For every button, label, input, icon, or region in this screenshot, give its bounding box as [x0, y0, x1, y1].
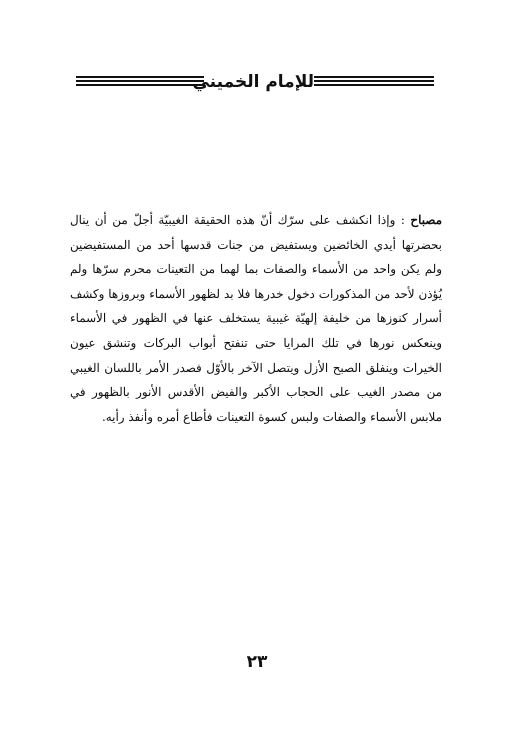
- header-title: للإمام الخميني: [192, 72, 314, 92]
- term-separator: :: [395, 213, 411, 227]
- header-rule-line: [76, 76, 204, 78]
- paragraph-term: مصباح: [410, 213, 442, 227]
- header-rule-left: [76, 76, 204, 86]
- running-header: [76, 70, 434, 96]
- page-number: ٢٣: [246, 652, 268, 672]
- header-rule-line: [314, 84, 434, 86]
- body-paragraph: [70, 208, 442, 429]
- paragraph-text: وإذا انكشف على سرّك أنّ هذه الحقيقة الغيبيّة أجلّ من أن ينال بحضرتها أيدي الخائضين ويستفيض من جنات قدسها أحد من المستفيضين ولم يكن واحد من الأسماء والصفات بما لهما من التعينات محرم سرّها ولم يُؤذن لأحد من المذكورات دخول خدرها فلا بد لظهور الأسماء وبروزها وكشف أسرار كنوزها من خليفة إلهيّة غيبية يستخلف عنها في الظهور في الأسماء وينعكس نورها في تلك المرايا حتى تنفتح أبواب البركات وتنشق عيون الخيرات وينفلق الصبح الأزل ويتصل الآخر بالأوّل فصدر الأمر باللسان الغيبي من مصدر الغيب على الحجاب الأكبر والفيض الأقدس الأنور بالظهور في ملابس الأسماء والصفات ولبس كسوة التعينات فأطاع أمره وأنفذ رأيه.: [70, 213, 442, 424]
- header-rule-line: [314, 76, 434, 78]
- header-rule-line: [314, 80, 434, 82]
- header-rule-right: [314, 76, 434, 86]
- header-rule-line: [76, 84, 204, 86]
- header-rule-line: [76, 80, 204, 82]
